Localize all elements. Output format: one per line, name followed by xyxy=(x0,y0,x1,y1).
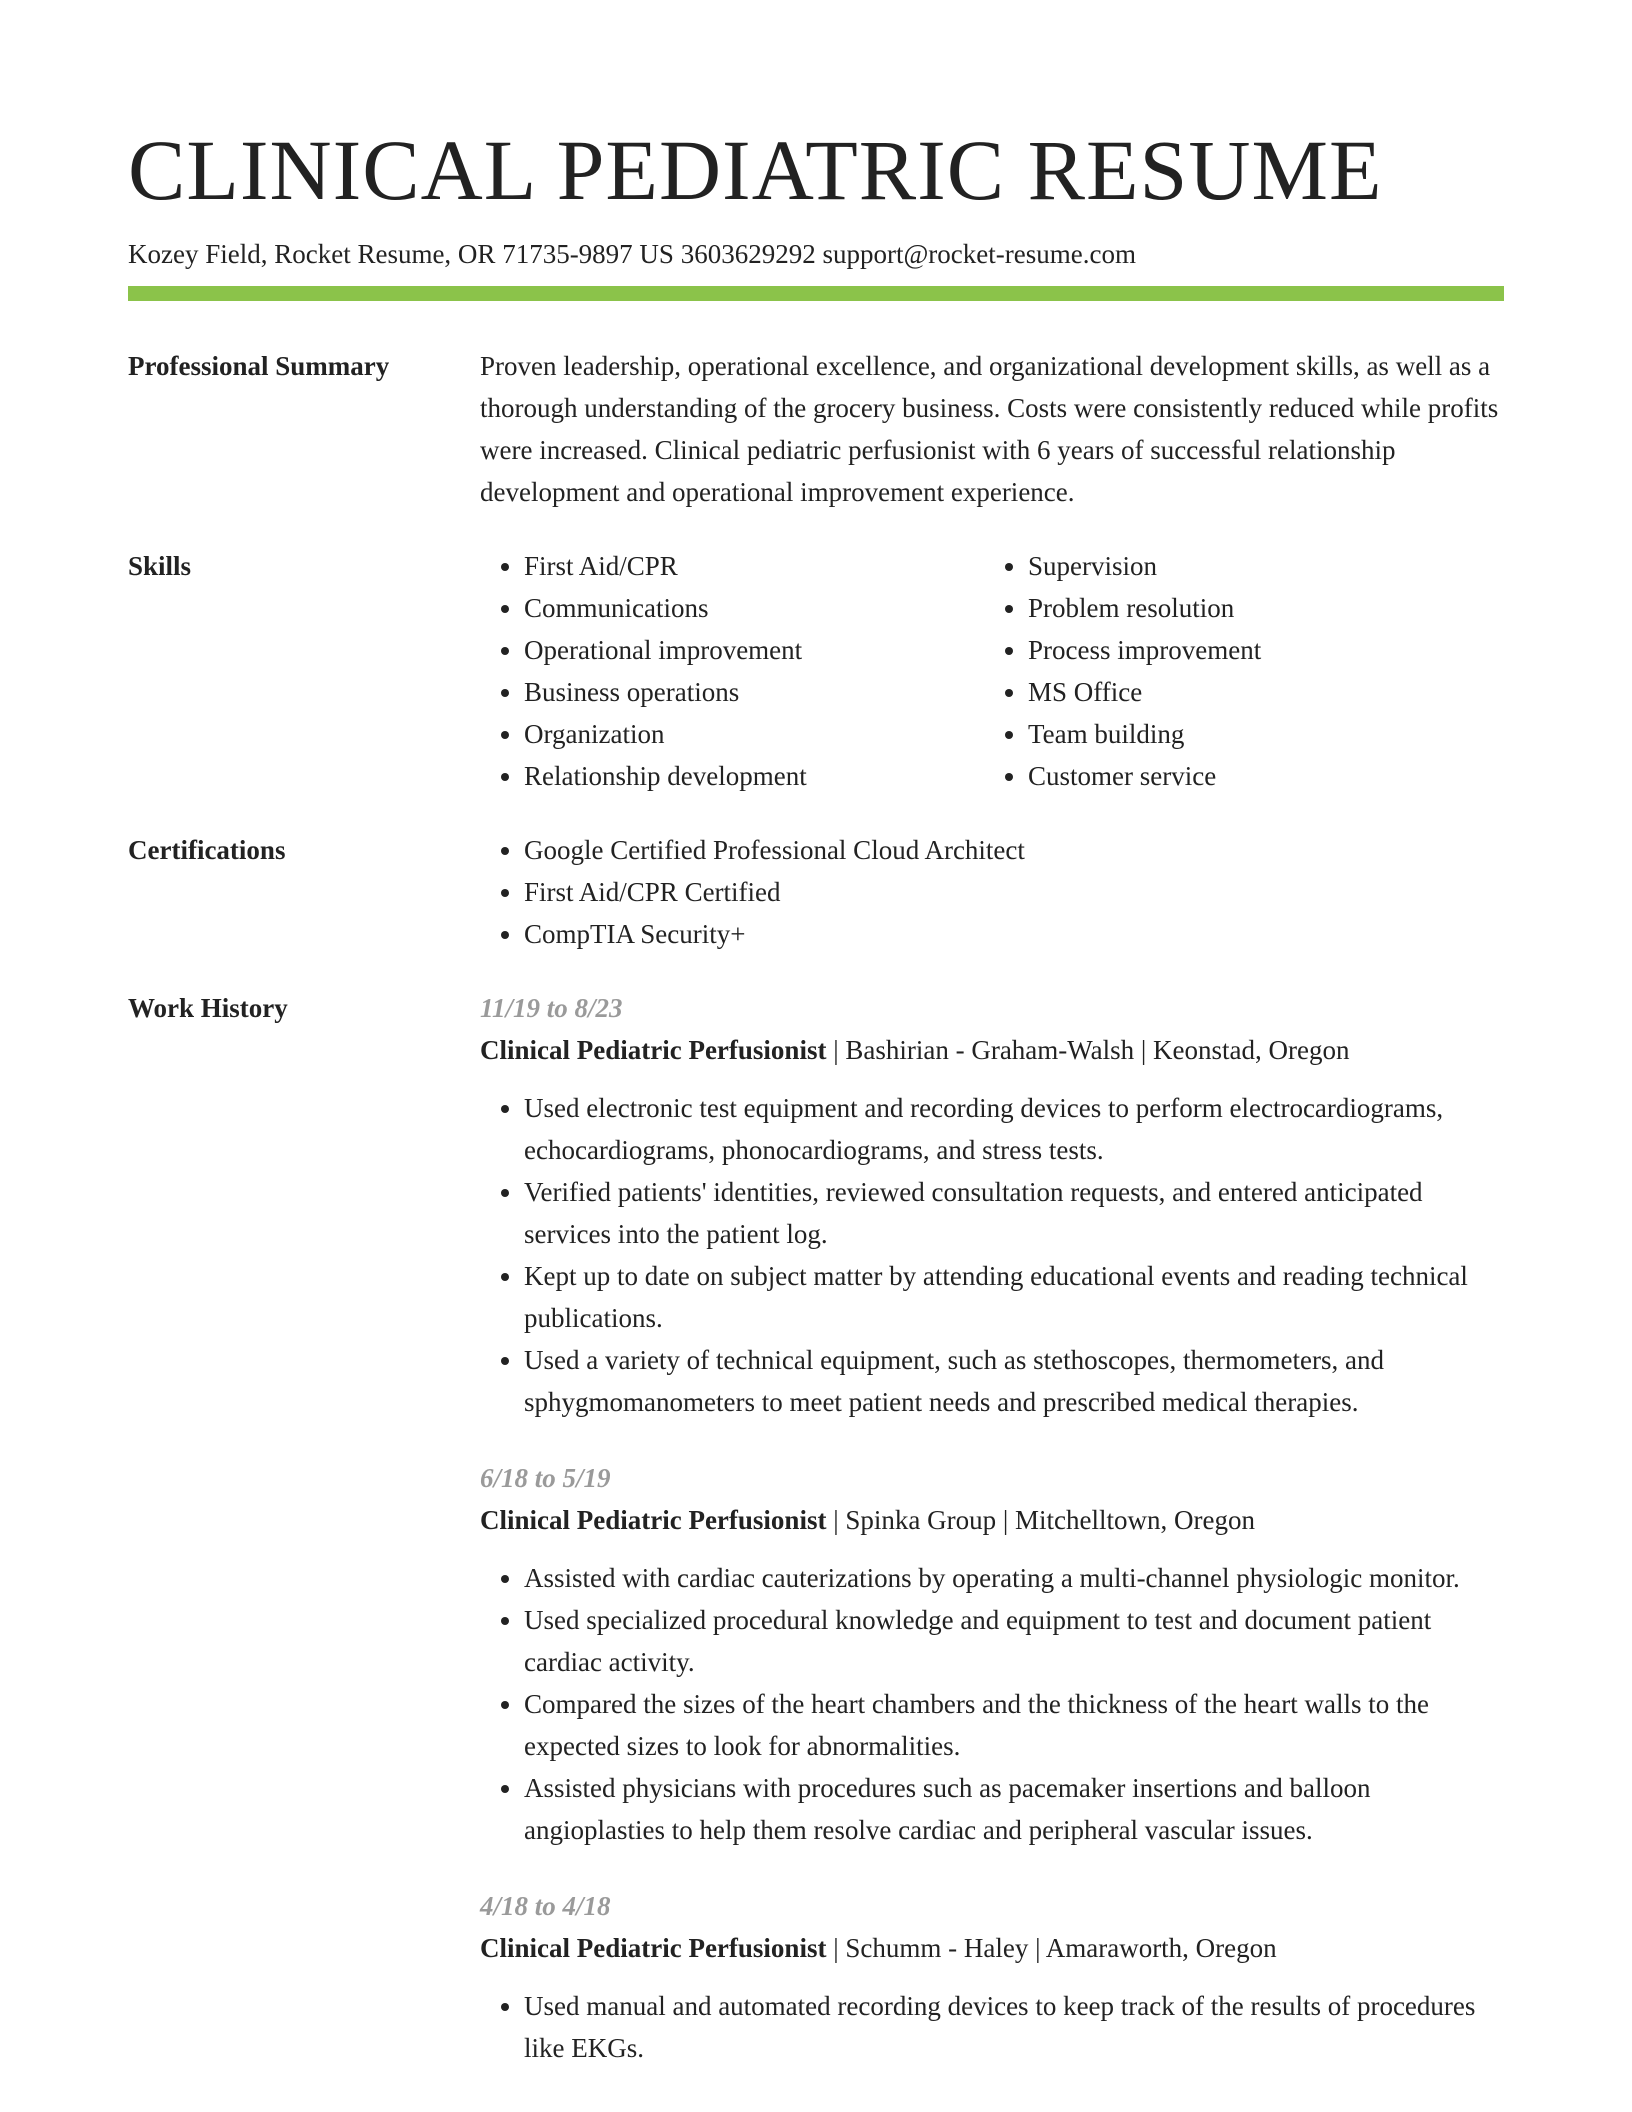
section-certifications xyxy=(128,829,1504,955)
section-body xyxy=(480,829,1504,955)
job-header xyxy=(480,1029,1504,1071)
job-details: | Bashirian - Graham-Walsh | Keonstad, Oregon xyxy=(826,1035,1350,1065)
job-entry xyxy=(480,1885,1504,2069)
skills-list xyxy=(480,545,984,797)
skill-item: • Communications xyxy=(524,587,984,629)
job-bullet: • Assisted with cardiac cauterizations by operating a multi-channel physiologic monitor. xyxy=(524,1557,1504,1599)
resume-title: CLINICAL PEDIATRIC RESUME xyxy=(128,122,1383,218)
skills-column-1 xyxy=(480,545,984,797)
accent-divider xyxy=(128,286,1504,301)
skills-list xyxy=(984,545,1488,797)
job-bullets xyxy=(480,1087,1504,1423)
skill-item: • Team building xyxy=(1028,713,1488,755)
section-label: Work History xyxy=(128,993,288,1023)
job-title: Clinical Pediatric Perfusionist xyxy=(480,1505,827,1535)
contact-line: Kozey Field, Rocket Resume, OR 71735-9897 US 3603629292 support@rocket-resume.com xyxy=(128,239,1136,269)
section-professional-summary xyxy=(128,345,1504,513)
job-header xyxy=(480,1927,1504,1969)
certifications-list xyxy=(480,829,1504,955)
certification-item: • First Aid/CPR Certified xyxy=(524,871,1504,913)
section-label: Professional Summary xyxy=(128,351,390,381)
job-bullet: • Used electronic test equipment and recording devices to perform electrocardiograms, echocardiograms, phonocardiograms, and stress tests. xyxy=(524,1087,1504,1171)
skills-column-2 xyxy=(984,545,1488,797)
job-bullet: • Compared the sizes of the heart chambers and the thickness of the heart walls to the expected sizes to look for abnormalities. xyxy=(524,1683,1504,1767)
job-bullets xyxy=(480,1557,1504,1851)
job-bullet: • Used a variety of technical equipment, such as stethoscopes, thermometers, and sphygmomanometers to meet patient needs and prescribed medical therapies. xyxy=(524,1339,1504,1423)
job-bullet: • Verified patients' identities, reviewed consultation requests, and entered anticipated services into the patient log. xyxy=(524,1171,1504,1255)
job-bullets xyxy=(480,1985,1504,2069)
job-dates: 6/18 to 5/19 xyxy=(480,1463,611,1493)
section-label: Skills xyxy=(128,551,192,581)
job-bullet: • Used manual and automated recording devices to keep track of the results of procedures like EKGs. xyxy=(524,1985,1504,2069)
job-details: | Spinka Group | Mitchelltown, Oregon xyxy=(826,1505,1255,1535)
job-title: Clinical Pediatric Perfusionist xyxy=(480,1035,827,1065)
certification-item: • Google Certified Professional Cloud Architect xyxy=(524,829,1504,871)
job-bullet: • Used specialized procedural knowledge and equipment to test and document patient cardiac activity. xyxy=(524,1599,1504,1683)
job-dates: 11/19 to 8/23 xyxy=(480,993,623,1023)
job-bullet: • Assisted physicians with procedures such as pacemaker insertions and balloon angioplasties to help them resolve cardiac and peripheral vascular issues. xyxy=(524,1767,1504,1851)
skill-item: • MS Office xyxy=(1028,671,1488,713)
skill-item: • Problem resolution xyxy=(1028,587,1488,629)
section-body xyxy=(480,345,1504,513)
skill-item: • Business operations xyxy=(524,671,984,713)
skill-item: • Customer service xyxy=(1028,755,1488,797)
section-work-history xyxy=(128,987,1504,2103)
summary-text: Proven leadership, operational excellence, and organizational development skills, as well as a thorough understanding of the grocery business. Costs were consistently reduced while profits were increased. Clinical pediatric perfusionist with 6 years of successful relationship development and operational improvement experience. xyxy=(480,351,1499,507)
skill-item: • First Aid/CPR xyxy=(524,545,984,587)
certification-item: • CompTIA Security+ xyxy=(524,913,1504,955)
section-skills xyxy=(128,545,1504,797)
skill-item: • Process improvement xyxy=(1028,629,1488,671)
job-entry xyxy=(480,987,1504,1423)
job-bullet: • Kept up to date on subject matter by attending educational events and reading technical publications. xyxy=(524,1255,1504,1339)
skill-item: • Operational improvement xyxy=(524,629,984,671)
section-body xyxy=(480,987,1504,2103)
section-body xyxy=(480,545,1504,797)
skill-item: • Supervision xyxy=(1028,545,1488,587)
job-dates: 4/18 to 4/18 xyxy=(480,1891,611,1921)
skill-item: • Relationship development xyxy=(524,755,984,797)
job-title: Clinical Pediatric Perfusionist xyxy=(480,1933,827,1963)
job-entry xyxy=(480,1457,1504,1851)
job-header xyxy=(480,1499,1504,1541)
job-details: | Schumm - Haley | Amaraworth, Oregon xyxy=(826,1933,1277,1963)
skill-item: • Organization xyxy=(524,713,984,755)
section-label: Certifications xyxy=(128,835,286,865)
